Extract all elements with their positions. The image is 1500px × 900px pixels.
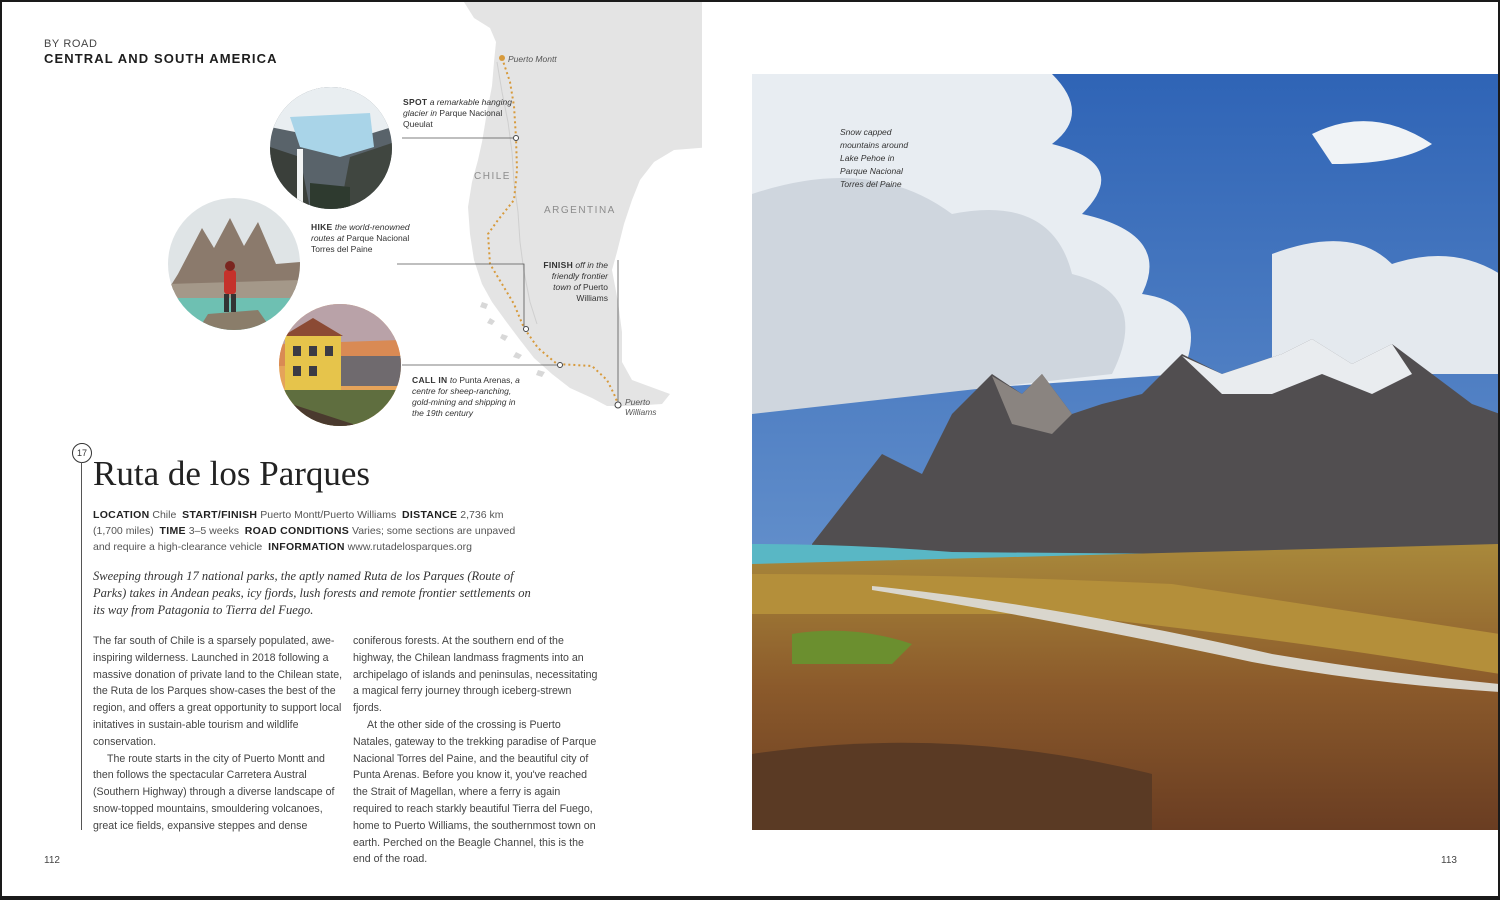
facts-time-label: TIME bbox=[159, 525, 186, 537]
facts-location-label: LOCATION bbox=[93, 509, 150, 521]
section-title: CENTRAL AND SOUTH AMERICA bbox=[44, 51, 278, 66]
torres-del-paine-photo bbox=[168, 198, 300, 330]
callout-finish-text-3: town of bbox=[553, 282, 581, 292]
column-1-paragraph-2: The route starts in the city of Puerto Montt and then follows the spectacular Carretera Austral (Southern Highway) through a diverse landscape of snow-topped mountains, smouldering volcanoes, great ice fields, expansive steppes and dense bbox=[93, 752, 335, 832]
callout-spot bbox=[403, 97, 513, 130]
callout-spot-place: Parque Nacional Queulat bbox=[403, 108, 503, 129]
route-stop-puerto-williams bbox=[615, 402, 621, 408]
callout-hike-keyword: HIKE bbox=[311, 222, 333, 232]
punta-arenas-photo bbox=[279, 304, 401, 426]
article-title: Ruta de los Parques bbox=[93, 454, 371, 493]
callout-call-to: to bbox=[449, 375, 457, 385]
caption-line-4: Parque Nacional bbox=[840, 166, 903, 176]
book-spread bbox=[2, 2, 1498, 896]
article-vertical-rule bbox=[81, 462, 82, 830]
article-intro: Sweeping through 17 national parks, the aptly named Ruta de los Parques (Route of Parks) takes in Andean peaks, icy fjords, lush forests and remote frontier settlements on its way from Patagonia to Tierra del Fuego. bbox=[93, 569, 531, 617]
callout-finish-place-1: Puerto bbox=[582, 282, 608, 292]
facts-road: Varies; some sections are unpaved and require a high-clearance vehicle bbox=[93, 525, 516, 553]
caption-line-2: mountains around bbox=[840, 140, 909, 150]
map-label-chile: CHILE bbox=[474, 171, 511, 182]
callout-hike-place: Parque Nacional Torres del Paine bbox=[311, 233, 410, 254]
page-number-left: 112 bbox=[44, 855, 60, 866]
facts-start: Puerto Montt/Puerto Williams bbox=[260, 509, 397, 521]
caption-line-5: Torres del Paine bbox=[840, 179, 902, 189]
facts-time: 3–5 weeks bbox=[188, 525, 239, 537]
route-stop-puerto-montt bbox=[499, 55, 505, 61]
facts-road-label: ROAD CONDITIONS bbox=[244, 525, 350, 537]
callout-call-place: Punta Arenas, bbox=[459, 375, 513, 385]
callout-hike bbox=[311, 222, 421, 255]
article-column-2 bbox=[353, 633, 601, 868]
callout-call-in bbox=[412, 375, 528, 419]
callout-call-text: a centre for sheep-ranching, gold-mining and shipping in the 19th century bbox=[412, 375, 520, 418]
facts-location: Chile bbox=[152, 509, 177, 521]
callout-finish bbox=[522, 260, 608, 304]
facts-distance-label: DISTANCE bbox=[402, 509, 458, 521]
column-2-paragraph-1: coniferous forests. At the southern end of the highway, the Chilean landmass fragments into an archipelago of islands and peninsulas, necessitating a magical ferry journey through iceberg-strewn fjords. bbox=[353, 635, 598, 715]
callout-spot-keyword: SPOT bbox=[403, 97, 428, 107]
article-number-badge: 17 bbox=[72, 443, 92, 463]
page-number-right: 113 bbox=[1441, 855, 1457, 866]
section-kicker: BY ROAD bbox=[44, 38, 98, 50]
callout-call-keyword: CALL IN bbox=[412, 375, 448, 385]
facts-distance: 2,736 km (1,700 miles) bbox=[93, 509, 504, 537]
map-label-argentina: ARGENTINA bbox=[544, 205, 616, 216]
facts-info-link[interactable]: www.rutadelosparques.org bbox=[347, 541, 472, 553]
glacier-photo bbox=[270, 87, 392, 209]
column-2-paragraph-2: At the other side of the crossing is Puerto Natales, gateway to the trekking paradise of Parque Nacional Torres del Paine, and the beautiful city of Punta Arenas. Before you know it, you've reached the Strait of Magellan, where a ferry is again required to reach starkly beautiful Tierra del Fuego, home to Puerto Williams, the southernmost town on earth. Perched on the Beagle Channel, this is the end of the road. bbox=[353, 718, 597, 866]
land-mass bbox=[464, 2, 702, 406]
callout-finish-text-2: friendly frontier bbox=[551, 271, 608, 281]
route-stop-punta-arenas bbox=[558, 363, 563, 368]
caption-line-1: Snow capped bbox=[840, 127, 892, 137]
column-1-paragraph-1: The far south of Chile is a sparsely populated, awe-inspiring wilderness. Launched in 2018 following a massive donation of private land to the Chilean state, the Ruta de los Parques show-cases the best of the region, and offers a great opportunity to support local initatives in sustain-able tourism and wildlife conservation. bbox=[93, 635, 343, 748]
caption-line-3: Lake Pehoe in bbox=[840, 153, 895, 163]
map-label-puerto-williams: Puerto Williams bbox=[625, 397, 657, 417]
photo-caption bbox=[840, 126, 960, 191]
facts-start-label: START/FINISH bbox=[182, 509, 258, 521]
route-stop-queulat bbox=[514, 136, 519, 141]
facts-info-label: INFORMATION bbox=[268, 541, 345, 553]
article-facts bbox=[93, 507, 533, 555]
callout-hike-text: the world-renowned routes at bbox=[311, 222, 410, 243]
route-stop-torres bbox=[524, 327, 529, 332]
callout-finish-text-1: off in the bbox=[575, 260, 608, 270]
callout-spot-text: a remarkable hanging glacier in bbox=[403, 97, 512, 118]
article-column-1 bbox=[93, 633, 345, 835]
callout-finish-keyword: FINISH bbox=[543, 260, 574, 270]
callout-finish-place-2: Williams bbox=[576, 293, 608, 303]
map-label-puerto-montt: Puerto Montt bbox=[508, 54, 557, 64]
